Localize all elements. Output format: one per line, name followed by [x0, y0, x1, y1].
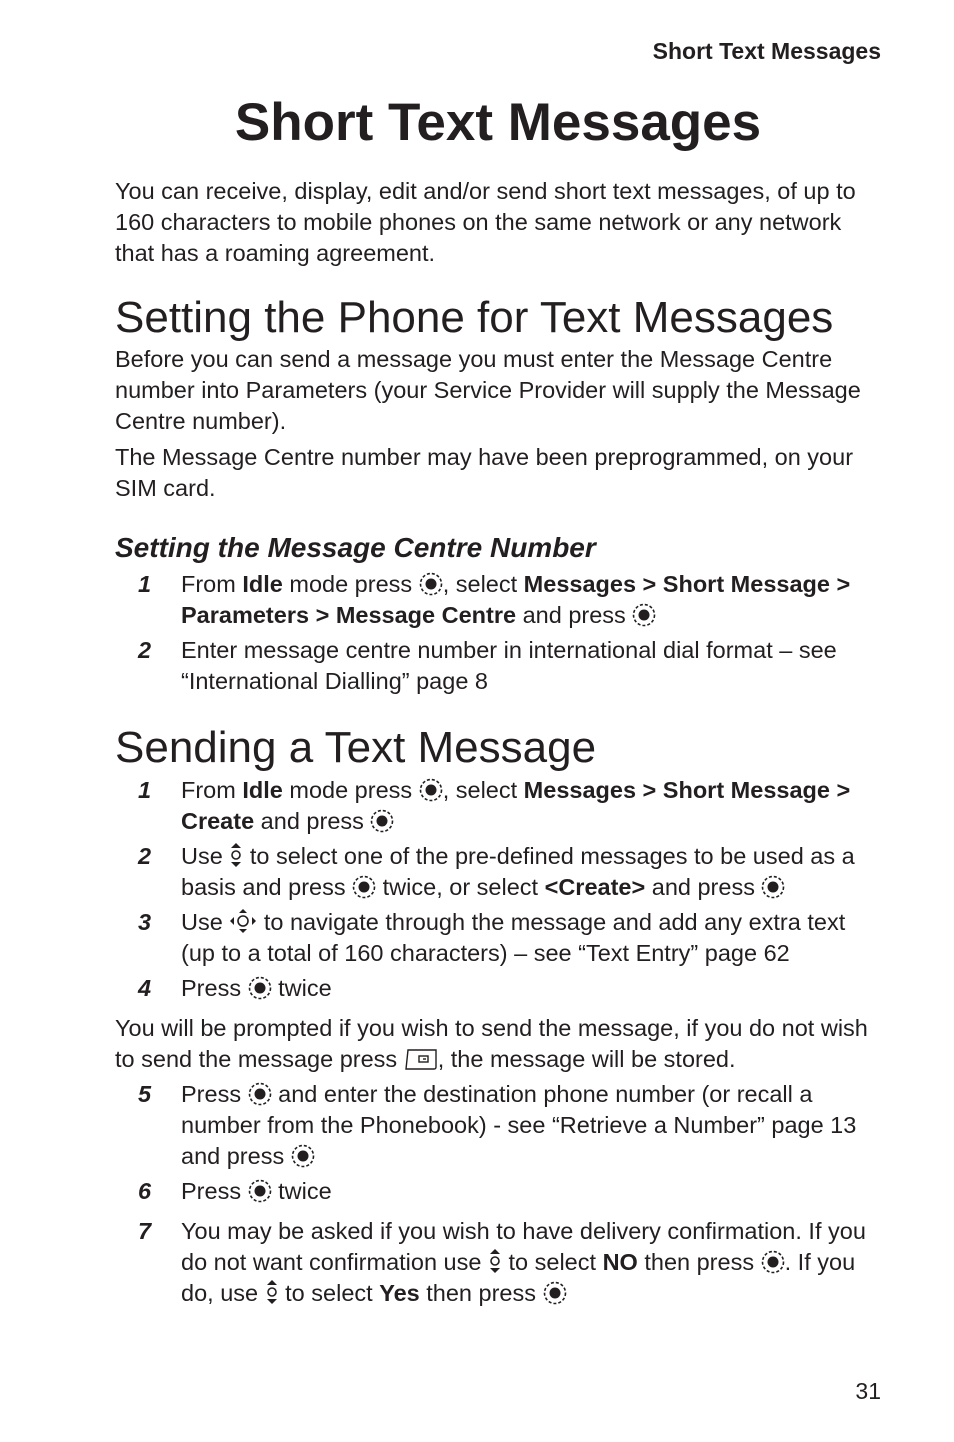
select-key-icon: [761, 1250, 785, 1274]
step-item: [115, 635, 885, 697]
sending-heading: Sending a Text Message: [115, 723, 597, 772]
step-number: 2: [138, 843, 152, 869]
step-text: From: [181, 571, 243, 597]
select-key-icon: [352, 875, 376, 899]
intro-section: [115, 176, 885, 269]
step-text: Press: [181, 1178, 248, 1204]
menu-option: <Create>: [544, 874, 646, 900]
step-text: Enter message centre number in international dial format – see “International Dialling” page 8: [181, 637, 837, 694]
running-header: Short Text Messages: [652, 38, 881, 64]
select-key-icon: [419, 778, 443, 802]
step-text: to select: [278, 1280, 380, 1306]
menu-path: Idle: [242, 571, 283, 597]
step-number: 6: [138, 1178, 152, 1204]
step-text: twice, or select: [376, 874, 545, 900]
step-item: [115, 1216, 885, 1309]
message-centre-section: [115, 531, 885, 697]
step-text: to navigate through the message and add any extra text (up to a total of 160 characters) – see “Text Entry” page 62: [181, 909, 846, 966]
send-prompt-paragraph: [115, 1013, 885, 1075]
select-key-icon: [291, 1144, 315, 1168]
step-number: 7: [138, 1218, 152, 1244]
prompt-text: , the message will be stored.: [437, 1046, 736, 1072]
step-text: Press: [181, 975, 248, 1001]
page-title: Short Text Messages: [234, 93, 762, 152]
step-item: [115, 1079, 885, 1172]
step-text: and press: [254, 808, 371, 834]
step-text: From: [181, 777, 243, 803]
step-item: [115, 775, 885, 837]
step-text: twice: [271, 1178, 332, 1204]
step-number: 4: [138, 975, 152, 1001]
step-text: mode press: [282, 777, 419, 803]
step-text: . If you do, use: [181, 1249, 856, 1306]
step-text: , select: [442, 571, 524, 597]
up-down-navigation-icon: [265, 1279, 279, 1305]
step-text: then press: [419, 1280, 543, 1306]
step-number: 5: [138, 1081, 152, 1107]
prompt-text: You will be prompted if you wish to send the message, if you do not wish to send the message press: [115, 1015, 868, 1072]
step-text: then press: [637, 1249, 761, 1275]
select-key-icon: [632, 603, 656, 627]
step-text: You may be asked if you wish to have delivery confirmation. If you do not want confirmation use: [181, 1218, 866, 1275]
softkey-icon: [404, 1047, 438, 1071]
step-item: [115, 907, 885, 969]
up-down-navigation-icon: [488, 1248, 502, 1274]
step-text: and enter the destination phone number (or recall a number from the Phonebook) - see “Retrieve a Number” page 13 and press: [181, 1081, 857, 1169]
sending-section: [115, 722, 885, 1309]
step-number: 2: [138, 637, 152, 663]
message-centre-heading: Setting the Message Centre Number: [115, 532, 596, 563]
menu-path: Messages > Short Message > Create: [181, 777, 851, 834]
select-key-icon: [248, 1082, 272, 1106]
page-number: 31: [855, 1378, 881, 1404]
menu-path: Messages > Short Message > Parameters > Message Centre: [181, 571, 851, 628]
setting-paragraph-1: Before you can send a message you must enter the Message Centre number into Parameters (your Service Provider will supply the Message Centre number).: [115, 346, 861, 434]
step-number: 3: [138, 909, 152, 935]
four-way-navigation-icon: [229, 908, 257, 934]
menu-path: Idle: [242, 777, 283, 803]
step-text: and press: [516, 602, 633, 628]
select-key-icon: [370, 809, 394, 833]
setting-section: [115, 292, 885, 504]
step-text: Use: [181, 843, 230, 869]
step-item: [115, 569, 885, 631]
select-key-icon: [248, 976, 272, 1000]
step-text: , select: [442, 777, 524, 803]
up-down-navigation-icon: [229, 842, 243, 868]
step-text: and press: [645, 874, 762, 900]
select-key-icon: [543, 1281, 567, 1305]
select-key-icon: [419, 572, 443, 596]
step-item: [115, 841, 885, 903]
setting-paragraph-2: The Message Centre number may have been preprogrammed, on your SIM card.: [115, 444, 854, 501]
step-number: 1: [138, 777, 152, 803]
step-text: Use: [181, 909, 230, 935]
step-item: [115, 1176, 885, 1207]
step-item: [115, 973, 885, 1004]
setting-heading: Setting the Phone for Text Messages: [115, 293, 834, 342]
select-key-icon: [248, 1179, 272, 1203]
option-label: Yes: [379, 1280, 420, 1306]
step-text: mode press: [282, 571, 419, 597]
step-text: to select one of the pre-defined messages to be used as a basis and press: [181, 843, 855, 900]
option-label: NO: [602, 1249, 638, 1275]
intro-paragraph: You can receive, display, edit and/or send short text messages, of up to 160 characters to mobile phones on the same network or any network that has a roaming agreement.: [115, 178, 856, 266]
step-text: twice: [271, 975, 332, 1001]
step-text: to select: [501, 1249, 603, 1275]
select-key-icon: [761, 875, 785, 899]
step-text: Press: [181, 1081, 248, 1107]
step-number: 1: [138, 571, 152, 597]
